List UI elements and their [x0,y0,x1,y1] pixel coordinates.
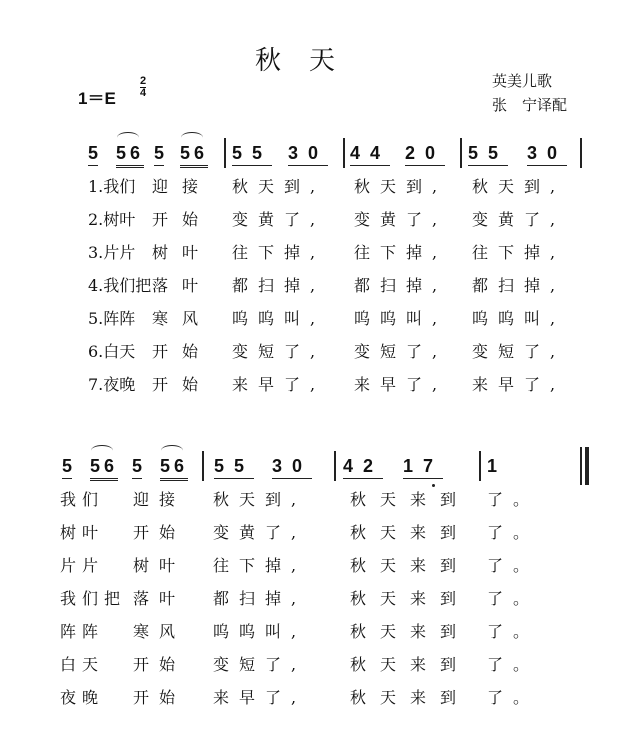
barline [580,138,582,168]
lyric-segment: 夜晚 [60,688,105,707]
note-group: 17 [403,455,443,479]
note-group: 56 [90,455,118,481]
lyric-segment: 寒风 [152,309,213,328]
lyric-segment: 迎接 [133,490,186,509]
lyric-segment: 往下掉, [232,243,326,262]
note-group: 44 [350,142,390,166]
lyric-segment: 变黄了, [472,210,566,229]
time-signature [140,76,146,99]
note-group: 5 [154,142,164,166]
lyric-segment: 秋天来到 [350,556,471,575]
time-bottom: 4 [140,87,147,99]
lyric-segment: 来早了, [472,375,566,394]
lyric-segment: 变黄了, [213,523,307,542]
lyric-line [0,523,636,545]
note-group: 56 [116,142,144,168]
lyric-segment: 变短了, [232,342,326,361]
final-barline-thick [585,447,589,485]
lyric-segment: 落叶 [133,589,186,608]
note-group: 55 [232,142,272,166]
lyric-line [0,276,636,298]
note-group: 20 [405,142,445,166]
lyric-segment: 秋天来到 [350,523,471,542]
lyric-segment: 了。 [487,556,540,575]
lyric-segment: 来早了, [232,375,326,394]
note-group: 5 [132,455,142,479]
lyric-segment: 了。 [487,622,540,641]
note-group: 55 [214,455,254,479]
note-group: 56 [160,455,188,481]
lyric-segment: 寒风 [133,622,186,641]
lyric-segment: 了。 [487,688,540,707]
lyric-segment: 秋天到, [213,490,307,509]
lyric-segment: 都扫掉, [472,276,566,295]
barline [343,138,345,168]
note-group: 30 [272,455,312,479]
lyric-segment: 秋天来到 [350,589,471,608]
lyric-segment: 5.阵阵 [88,309,136,328]
lyric-segment: 秋天来到 [350,655,471,674]
lyric-segment: 都扫掉, [232,276,326,295]
lyric-segment: 秋天来到 [350,490,471,509]
lyric-segment: 来早了, [354,375,448,394]
lyric-line [0,688,636,710]
lyric-segment: 秋天来到 [350,622,471,641]
lyric-segment: 往下掉, [213,556,307,575]
lyric-segment: 来早了, [213,688,307,707]
note-group: 55 [468,142,508,166]
slur-icon [161,445,183,456]
lyric-segment: 秋天来到 [350,688,471,707]
notes-row [0,455,636,485]
lyric-segment: 开始 [133,655,186,674]
note-group: 5 [88,142,98,166]
lyric-line [0,490,636,512]
credit-translator: 张 宁译配 [492,96,568,114]
barline [334,451,336,481]
lyric-segment: 了。 [487,655,540,674]
lyric-segment: 往下掉, [472,243,566,262]
lyric-segment: 开始 [152,375,213,394]
slur-icon [117,132,139,143]
lyric-segment: 往下掉, [354,243,448,262]
barline [460,138,462,168]
lyric-segment: 呜呜叫, [472,309,566,328]
lyric-segment: 了。 [487,523,540,542]
lyric-line [0,375,636,397]
lyric-line [0,210,636,232]
lyric-segment: 变黄了, [354,210,448,229]
lyric-segment: 树叶 [152,243,213,262]
lyric-segment: 呜呜叫, [213,622,307,641]
note-group: 1 [487,456,538,476]
octave-dot-below [432,484,435,487]
lyric-segment: 我们 [60,490,105,509]
lyric-segment: 迎接 [152,177,213,196]
lyric-segment: 片片 [60,556,105,575]
barline [202,451,204,481]
lyric-segment: 白天 [60,655,105,674]
lyric-segment: 3.片片 [88,243,136,262]
lyric-segment: 阵阵 [60,622,105,641]
note-group: 30 [527,142,567,166]
lyric-segment: 1.我们 [88,177,136,196]
lyric-line [0,655,636,677]
lyric-segment: 开始 [133,688,186,707]
lyric-segment: 落叶 [152,276,213,295]
slur-icon [181,132,203,143]
lyric-segment: 呜呜叫, [354,309,448,328]
lyric-segment: 变短了, [354,342,448,361]
notes-row [0,142,636,172]
lyric-segment: 秋天到, [354,177,448,196]
lyric-segment: 我们把 [60,589,127,608]
note-group: 42 [343,455,383,479]
note-group: 5 [62,455,72,479]
lyric-segment: 7.夜晚 [88,375,136,394]
lyric-line [0,589,636,611]
lyric-segment: 都扫掉, [354,276,448,295]
lyric-segment: 开始 [152,210,213,229]
time-top: 2 [140,75,147,87]
lyric-line [0,622,636,644]
lyric-segment: 2.树叶 [88,210,136,229]
lyric-segment: 变短了, [213,655,307,674]
key-signature: 1＝E [78,89,116,108]
lyric-segment: 树叶 [60,523,105,542]
lyric-line [0,556,636,578]
lyric-segment: 秋天到, [232,177,326,196]
song-title: 秋天 [255,46,364,76]
credit-origin: 英美儿歌 [492,72,553,90]
lyric-segment: 树叶 [133,556,186,575]
lyric-segment: 了。 [487,490,540,509]
lyric-segment: 开始 [152,342,213,361]
lyric-line [0,177,636,199]
lyric-line [0,342,636,364]
lyric-segment: 秋天到, [472,177,566,196]
lyric-segment: 6.白天 [88,342,136,361]
lyric-segment: 呜呜叫, [232,309,326,328]
lyric-segment: 都扫掉, [213,589,307,608]
barline [479,451,481,481]
lyric-line [0,243,636,265]
final-barline [580,447,582,485]
lyric-line [0,309,636,331]
lyric-segment: 4.我们把 [88,276,152,295]
slur-icon [91,445,113,456]
note-group: 56 [180,142,208,168]
note-group: 30 [288,142,328,166]
lyric-segment: 变短了, [472,342,566,361]
lyric-segment: 开始 [133,523,186,542]
lyric-segment: 变黄了, [232,210,326,229]
barline [224,138,226,168]
lyric-segment: 了。 [487,589,540,608]
